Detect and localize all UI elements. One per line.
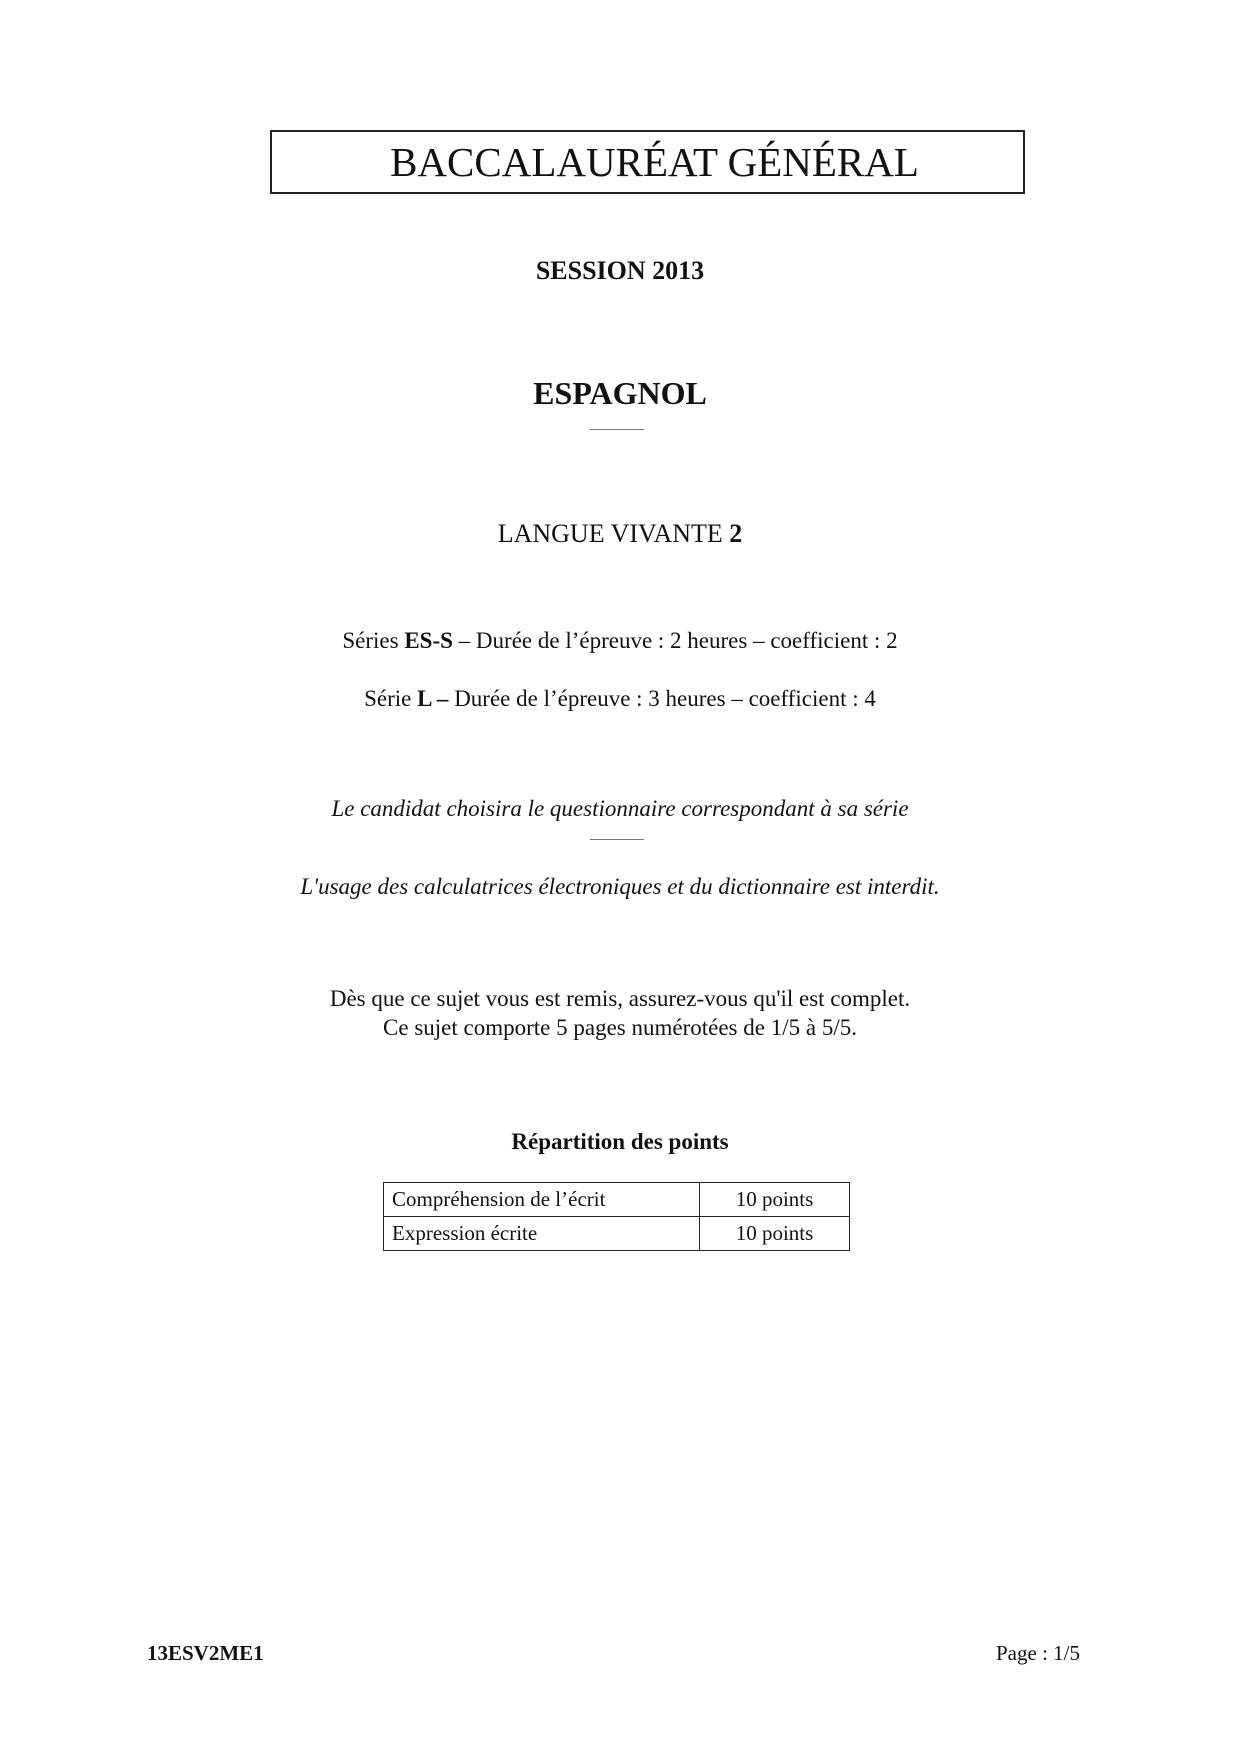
footer-page-number: Page : 1/5 <box>996 1641 1080 1665</box>
series-prefix: Séries <box>342 628 405 653</box>
series-code: L – <box>417 686 449 711</box>
session-heading: SESSION 2013 <box>535 256 705 285</box>
divider <box>590 429 644 430</box>
page-title: BACCALAURÉAT GÉNÉRAL <box>390 139 919 185</box>
table-row <box>384 1217 850 1251</box>
table-cell-value: 10 points <box>700 1183 850 1217</box>
choice-note: Le candidat choisira le questionnaire correspondant à sa série <box>331 796 909 821</box>
langue-text: LANGUE VIVANTE <box>497 519 730 548</box>
divider <box>590 839 644 840</box>
langue-line <box>0 519 1240 549</box>
series-details: Durée de l’épreuve : 3 heures – coefficient : 4 <box>448 686 876 711</box>
series-code: ES-S <box>404 628 453 653</box>
calculator-note: L'usage des calculatrices électroniques et du dictionnaire est interdit. <box>300 874 940 899</box>
table-cell-label: Expression écrite <box>384 1217 700 1251</box>
table-cell-value: 10 points <box>700 1217 850 1251</box>
table-cell-label: Compréhension de l’écrit <box>384 1183 700 1217</box>
completeness-note: Dès que ce sujet vous est remis, assurez-vous qu'il est complet. <box>329 986 911 1011</box>
series-line <box>0 686 1240 712</box>
page-count-note: Ce sujet comporte 5 pages numérotées de 1/5 à 5/5. <box>383 1015 857 1040</box>
subject-heading: ESPAGNOL <box>533 375 707 411</box>
points-title: Répartition des points <box>511 1129 729 1154</box>
table-row <box>384 1183 850 1217</box>
series-line <box>0 628 1240 654</box>
footer-code: 13ESV2ME1 <box>147 1641 264 1665</box>
langue-number: 2 <box>729 519 743 548</box>
title-box <box>270 130 1025 194</box>
series-details: – Durée de l’épreuve : 2 heures – coefficient : 2 <box>452 628 898 653</box>
points-table <box>383 1182 850 1251</box>
series-prefix: Série <box>364 686 418 711</box>
